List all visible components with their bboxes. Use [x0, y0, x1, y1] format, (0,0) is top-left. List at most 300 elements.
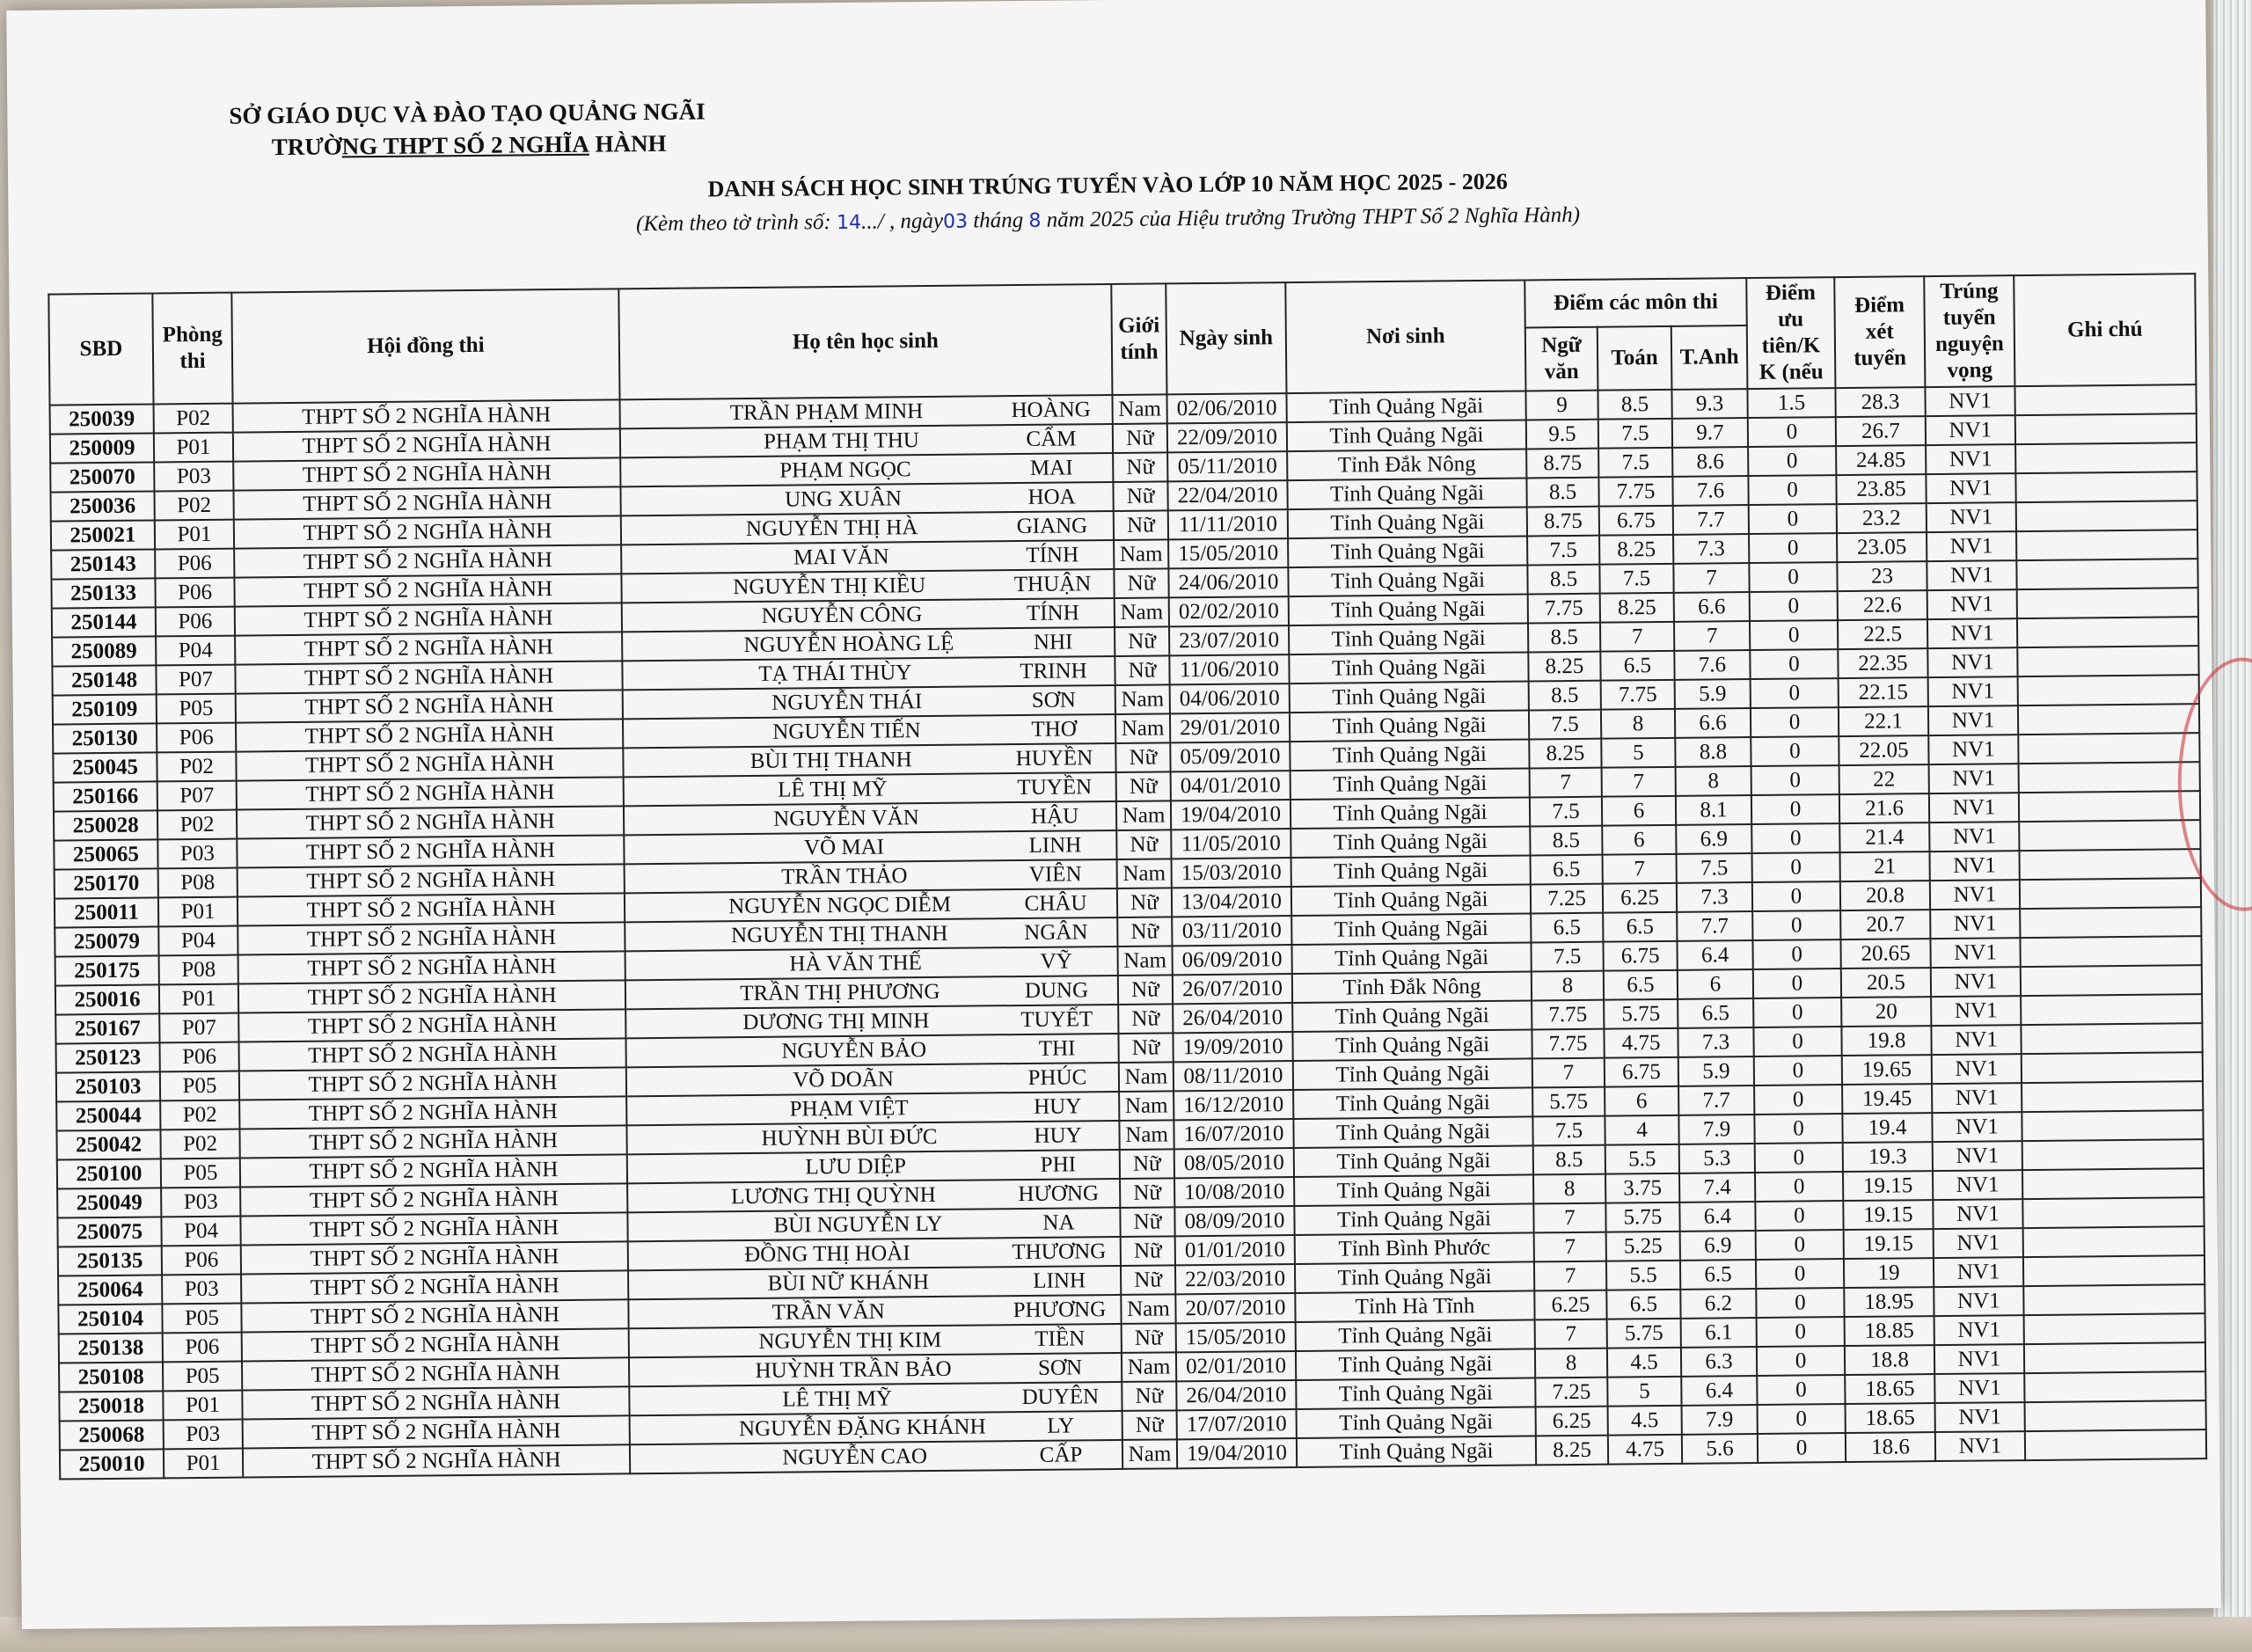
student-last-middle-name: ĐỒNG THỊ HOÀI [744, 1241, 910, 1268]
cell-sbd: 250148 [52, 665, 156, 695]
cell-literature: 8.25 [1529, 739, 1601, 769]
cell-english: 7.7 [1673, 505, 1749, 535]
cell-note [2023, 1226, 2204, 1257]
cell-room: P03 [154, 462, 233, 492]
cell-note [2018, 704, 2199, 735]
cell-total: 22 [1839, 764, 1929, 794]
cell-bonus: 0 [1749, 562, 1837, 592]
cell-student-name [628, 1295, 1121, 1328]
cell-total: 22.35 [1838, 648, 1927, 678]
student-first-name: HƯƠNG [1018, 1181, 1100, 1207]
student-last-middle-name: NGUYỄN VĂN [773, 806, 919, 831]
col-note: Ghi chú [2014, 274, 2196, 386]
cell-council: THPT SỐ 2 NGHĨA HÀNH [242, 1357, 629, 1390]
cell-student-name [621, 569, 1114, 603]
cell-council: THPT SỐ 2 NGHĨA HÀNH [235, 661, 622, 693]
cell-note [2022, 1110, 2203, 1141]
student-last-middle-name: BÙI THỊ THANH [749, 748, 912, 773]
cell-birthplace: Tỉnh Đắk Nông [1287, 449, 1526, 480]
cell-room: P06 [157, 723, 236, 753]
cell-gender: Nam [1122, 1439, 1177, 1469]
cell-gender: Nữ [1122, 1323, 1176, 1353]
cell-room: P08 [159, 955, 238, 985]
col-math: Toán [1598, 326, 1672, 391]
cell-dob: 26/07/2010 [1173, 974, 1292, 1004]
cell-council: THPT SỐ 2 NGHĨA HÀNH [237, 777, 624, 809]
cell-dob: 17/07/2010 [1177, 1409, 1297, 1439]
student-first-name: SƠN [1037, 1356, 1083, 1380]
cell-note [2022, 1197, 2204, 1228]
cell-math: 5.5 [1606, 1261, 1680, 1290]
cell-birthplace: Tỉnh Quảng Ngãi [1294, 1174, 1533, 1206]
cell-dob: 29/01/2010 [1170, 713, 1290, 742]
cell-council: THPT SỐ 2 NGHĨA HÀNH [241, 1270, 628, 1303]
student-first-name: LY [1047, 1414, 1075, 1438]
cell-sbd: 250138 [59, 1333, 163, 1363]
cell-room: P02 [154, 491, 233, 521]
cell-council: THPT SỐ 2 NGHĨA HÀNH [236, 690, 623, 722]
student-last-middle-name: LƯU DIỆP [805, 1154, 907, 1180]
cell-gender: Nam [1117, 946, 1172, 976]
cell-math: 6.75 [1603, 941, 1677, 971]
cell-room: P02 [160, 1129, 239, 1159]
cell-sbd: 250103 [56, 1071, 160, 1101]
cell-council: THPT SỐ 2 NGHĨA HÀNH [240, 1154, 627, 1187]
cell-sbd: 250009 [50, 433, 154, 463]
cell-student-name [625, 917, 1117, 951]
admission-list-table [48, 273, 2207, 1480]
cell-total: 19.65 [1842, 1055, 1932, 1085]
cell-student-name [622, 627, 1115, 661]
cell-sbd: 250123 [56, 1042, 160, 1072]
cell-gender: Nam [1115, 597, 1169, 627]
cell-gender: Nữ [1122, 1410, 1177, 1440]
cell-total: 23.85 [1836, 474, 1926, 504]
cell-english: 7.5 [1677, 853, 1752, 883]
cell-total: 23.05 [1837, 532, 1927, 562]
cell-council: THPT SỐ 2 NGHĨA HÀNH [240, 1212, 627, 1245]
cell-math: 8 [1601, 709, 1675, 739]
cell-literature: 7 [1532, 1058, 1605, 1088]
cell-student-name [620, 453, 1113, 486]
table-header [48, 274, 2196, 405]
cell-dob: 26/04/2010 [1176, 1380, 1296, 1410]
student-last-middle-name: BÙI NGUYỄN LY [773, 1211, 943, 1238]
cell-birthplace: Tỉnh Quảng Ngãi [1296, 1349, 1535, 1380]
cell-room: P02 [160, 1100, 239, 1130]
cell-total: 18.6 [1846, 1432, 1935, 1462]
handwritten-month: 8 [1028, 209, 1042, 232]
cell-council: THPT SỐ 2 NGHĨA HÀNH [238, 951, 625, 983]
cell-council: THPT SỐ 2 NGHĨA HÀNH [238, 893, 625, 925]
cell-dob: 02/06/2010 [1166, 393, 1286, 423]
cell-english: 5.6 [1682, 1434, 1758, 1464]
student-first-name: TÍNH [1026, 543, 1079, 567]
cell-bonus: 0 [1754, 1114, 1842, 1144]
cell-sbd: 250175 [55, 955, 159, 985]
table-body [50, 384, 2207, 1479]
cell-preference: NV1 [1927, 647, 2017, 677]
cell-math: 5 [1601, 738, 1675, 768]
cell-room: P05 [162, 1304, 241, 1334]
cell-birthplace: Tỉnh Quảng Ngãi [1291, 855, 1531, 887]
student-first-name: TUYỀN [1017, 775, 1093, 800]
cell-room: P01 [158, 897, 238, 927]
cell-birthplace: Tỉnh Đắk Nông [1292, 971, 1532, 1003]
student-last-middle-name: NGUYỄN THÁI [771, 690, 923, 715]
col-birthplace: Nơi sinh [1285, 280, 1525, 393]
cell-bonus: 0 [1750, 649, 1838, 679]
cell-literature: 7 [1534, 1232, 1606, 1262]
student-first-name: THƠ [1031, 717, 1077, 742]
cell-council: THPT SỐ 2 NGHĨA HÀNH [241, 1299, 628, 1332]
cell-math: 5.75 [1605, 1202, 1679, 1232]
cell-preference: NV1 [1934, 1228, 2023, 1258]
cell-student-name [627, 1208, 1120, 1241]
cell-gender: Nam [1119, 1120, 1174, 1150]
cell-literature: 8.75 [1527, 507, 1599, 537]
cell-birthplace: Tỉnh Quảng Ngãi [1296, 1378, 1535, 1409]
cell-math: 8.25 [1599, 535, 1673, 565]
cell-note [2024, 1371, 2205, 1402]
cell-total: 19.3 [1843, 1142, 1933, 1172]
student-first-name: CHÂU [1024, 891, 1087, 916]
cell-math: 7 [1602, 767, 1676, 797]
cell-preference: NV1 [1934, 1344, 2024, 1374]
cell-dob: 01/01/2010 [1175, 1235, 1295, 1265]
cell-student-name [625, 1034, 1118, 1067]
cell-english: 6.9 [1676, 824, 1751, 854]
cell-student-name [627, 1150, 1120, 1183]
cell-room: P01 [154, 433, 233, 463]
cell-birthplace: Tỉnh Quảng Ngãi [1286, 391, 1525, 422]
student-first-name: MAI [1029, 456, 1073, 480]
cell-sbd: 250108 [59, 1362, 163, 1392]
student-first-name: SƠN [1031, 688, 1076, 713]
cell-gender: Nữ [1120, 1207, 1174, 1237]
cell-english: 6 [1678, 969, 1753, 999]
cell-bonus: 0 [1750, 620, 1838, 650]
cell-student-name [627, 1179, 1120, 1212]
cell-note [2018, 733, 2199, 764]
cell-literature: 8.5 [1527, 565, 1599, 595]
student-last-middle-name: NGUYỄN NGỌC DIỄM [728, 892, 952, 919]
org-department: SỞ GIÁO DỤC VÀ ĐÀO TẠO QUẢNG NGÃI [229, 98, 706, 129]
cell-room: P03 [157, 839, 237, 869]
cell-council: THPT SỐ 2 NGHĨA HÀNH [235, 632, 622, 664]
handwritten-number: 14 [836, 211, 862, 234]
cell-birthplace: Tỉnh Quảng Ngãi [1288, 507, 1527, 538]
cell-student-name [630, 1440, 1122, 1473]
cell-room: P07 [157, 781, 237, 811]
cell-student-name [624, 801, 1116, 835]
cell-preference: NV1 [1932, 1112, 2022, 1142]
cell-birthplace: Tỉnh Quảng Ngãi [1288, 536, 1527, 567]
cell-bonus: 0 [1756, 1230, 1844, 1260]
cell-math: 4.75 [1604, 1028, 1678, 1058]
cell-sbd: 250089 [52, 636, 156, 666]
cell-dob: 19/04/2010 [1177, 1438, 1297, 1468]
cell-sbd: 250079 [55, 926, 158, 956]
cell-preference: NV1 [1933, 1199, 2022, 1229]
cell-birthplace: Tỉnh Quảng Ngãi [1289, 623, 1528, 654]
cell-gender: Nam [1112, 394, 1166, 424]
cell-total: 24.85 [1836, 445, 1926, 475]
cell-math: 6.5 [1604, 970, 1678, 1000]
cell-gender: Nữ [1116, 771, 1171, 801]
cell-council: THPT SỐ 2 NGHĨA HÀNH [233, 486, 620, 519]
cell-gender: Nữ [1113, 423, 1167, 453]
cell-gender: Nam [1119, 1091, 1174, 1121]
cell-note [2021, 994, 2202, 1025]
cell-birthplace: Tỉnh Quảng Ngãi [1289, 652, 1528, 683]
cell-student-name [626, 1063, 1119, 1096]
cell-preference: NV1 [1931, 1025, 2021, 1055]
cell-bonus: 0 [1754, 1056, 1842, 1085]
cell-sbd: 250166 [54, 781, 157, 811]
cell-room: P02 [154, 404, 233, 434]
cell-student-name [623, 743, 1115, 777]
cell-room: P07 [159, 1013, 238, 1043]
cell-english: 7.9 [1678, 1115, 1754, 1144]
cell-note [2016, 559, 2197, 589]
cell-sbd: 250064 [58, 1275, 162, 1305]
cell-gender: Nữ [1115, 626, 1169, 656]
cell-math: 5 [1607, 1377, 1681, 1407]
cell-student-name [626, 1121, 1119, 1154]
cell-note [2017, 646, 2198, 676]
student-first-name: CẨM [1026, 427, 1077, 451]
student-last-middle-name: PHẠM VIỆT [789, 1096, 909, 1122]
student-first-name: GIANG [1016, 514, 1088, 539]
cell-english: 5.9 [1678, 1056, 1754, 1086]
cell-note [2025, 1400, 2206, 1431]
cell-council: THPT SỐ 2 NGHĨA HÀNH [237, 835, 624, 867]
cell-gender: Nam [1119, 1062, 1174, 1092]
cell-gender: Nữ [1114, 510, 1168, 540]
cell-english: 6.5 [1678, 998, 1753, 1028]
student-first-name: PHÚC [1027, 1065, 1087, 1090]
cell-birthplace: Tỉnh Quảng Ngãi [1291, 826, 1530, 858]
student-first-name: VIÊN [1028, 862, 1082, 887]
cell-dob: 11/05/2010 [1171, 829, 1291, 859]
cell-gender: Nữ [1120, 1149, 1174, 1179]
cell-literature: 8 [1535, 1349, 1607, 1378]
cell-room: P04 [161, 1217, 240, 1246]
cell-birthplace: Tỉnh Quảng Ngãi [1291, 797, 1530, 829]
cell-math: 5.75 [1607, 1319, 1681, 1349]
cell-council: THPT SỐ 2 NGHĨA HÀNH [238, 1038, 625, 1071]
cell-english: 7.9 [1682, 1405, 1758, 1435]
cell-dob: 16/07/2010 [1174, 1119, 1293, 1149]
student-last-middle-name: PHẠM NGỌC [779, 457, 911, 483]
cell-gender: Nữ [1115, 742, 1170, 772]
cell-birthplace: Tỉnh Quảng Ngãi [1294, 1203, 1533, 1235]
cell-note [2014, 384, 2196, 415]
cell-total: 20.8 [1840, 881, 1930, 910]
cell-math: 4.75 [1608, 1435, 1682, 1465]
cell-total: 21.4 [1839, 822, 1929, 852]
cell-literature: 9.5 [1526, 420, 1598, 450]
cell-gender: Nữ [1114, 568, 1168, 598]
cell-literature: 7 [1533, 1203, 1605, 1233]
cell-council: THPT SỐ 2 NGHĨA HÀNH [236, 719, 623, 751]
cell-note [2020, 878, 2201, 909]
cell-council: THPT SỐ 2 NGHĨA HÀNH [237, 806, 624, 838]
student-last-middle-name: VÕ DOÃN [793, 1067, 895, 1093]
cell-math: 7.5 [1599, 564, 1673, 594]
cell-dob: 08/05/2010 [1174, 1148, 1294, 1178]
cell-gender: Nam [1114, 539, 1168, 569]
cell-english: 7.7 [1677, 911, 1752, 941]
cell-sbd: 250011 [55, 897, 158, 927]
student-last-middle-name: TẠ THÁI THÙY [758, 661, 912, 686]
cell-preference: NV1 [1931, 996, 2021, 1026]
student-first-name: NGÂN [1024, 920, 1088, 945]
cell-preference: NV1 [1933, 1141, 2022, 1171]
cell-note [2023, 1284, 2204, 1315]
cell-note [2020, 907, 2201, 938]
cell-literature: 8 [1533, 1174, 1605, 1204]
cell-literature: 7.5 [1529, 710, 1601, 740]
cell-english: 5.3 [1679, 1144, 1755, 1173]
student-first-name: HUYỀN [1015, 746, 1093, 771]
cell-birthplace: Tỉnh Quảng Ngãi [1288, 565, 1527, 596]
student-last-middle-name: NGUYỄN THỊ KIỀU [733, 574, 926, 600]
student-last-middle-name: BÙI NỮ KHÁNH [767, 1270, 930, 1296]
cell-gender: Nữ [1117, 888, 1172, 917]
document-sheet [6, 0, 2221, 1629]
cell-dob: 05/11/2010 [1167, 451, 1287, 481]
cell-math: 5.75 [1604, 999, 1678, 1029]
cell-preference: NV1 [1928, 676, 2018, 706]
cell-math: 7.75 [1601, 680, 1675, 710]
cell-preference: NV1 [1930, 909, 2020, 939]
student-last-middle-name: TRẦN VĂN [771, 1299, 885, 1325]
cell-math: 3.75 [1605, 1173, 1679, 1203]
cell-dob: 08/11/2010 [1174, 1061, 1293, 1091]
student-first-name: THƯƠNG [1012, 1239, 1107, 1265]
cell-bonus: 0 [1748, 417, 1836, 447]
cell-sbd: 250036 [50, 491, 154, 521]
cell-preference: NV1 [1934, 1315, 2024, 1345]
cell-council: THPT SỐ 2 NGHĨA HÀNH [233, 457, 620, 490]
cell-preference: NV1 [1930, 851, 2020, 881]
cell-english: 6.1 [1681, 1318, 1757, 1348]
student-first-name: NA [1042, 1210, 1075, 1235]
student-first-name: THI [1038, 1036, 1076, 1061]
cell-total: 18.65 [1845, 1374, 1934, 1404]
cell-note [2017, 588, 2198, 618]
cell-dob: 20/07/2010 [1175, 1293, 1295, 1323]
cell-math: 6.25 [1603, 883, 1677, 913]
student-first-name: HOÀNG [1011, 398, 1091, 423]
cell-english: 6.4 [1679, 1202, 1755, 1232]
cell-bonus: 0 [1758, 1404, 1846, 1434]
col-room: Phòng thi [152, 293, 232, 405]
cell-birthplace: Tỉnh Quảng Ngãi [1289, 594, 1528, 625]
cell-english: 6.9 [1680, 1231, 1756, 1261]
cell-dob: 04/01/2010 [1171, 771, 1291, 800]
cell-total: 20.65 [1840, 939, 1930, 969]
cell-sbd: 250018 [59, 1391, 163, 1421]
cell-sbd: 250010 [60, 1449, 164, 1479]
cell-sbd: 250143 [51, 549, 155, 579]
cell-english: 7.3 [1678, 1027, 1753, 1057]
cell-student-name [626, 1092, 1119, 1125]
cell-note [2019, 762, 2200, 793]
cell-sbd: 250028 [54, 810, 157, 840]
document-title: DANH SÁCH HỌC SINH TRÚNG TUYỂN VÀO LỚP 10 NĂM HỌC 2025 - 2026 [707, 168, 1508, 202]
cell-room: P06 [155, 549, 234, 579]
cell-english: 9.3 [1671, 389, 1747, 419]
cell-english: 6.6 [1675, 708, 1751, 738]
cell-note [2021, 1023, 2202, 1054]
cell-sbd: 250065 [54, 839, 157, 869]
cell-birthplace: Tỉnh Bình Phước [1295, 1232, 1534, 1264]
cell-literature: 8.75 [1526, 449, 1598, 479]
cell-literature: 7.75 [1528, 594, 1600, 624]
cell-note [2016, 501, 2197, 531]
cell-sbd: 250049 [57, 1188, 161, 1217]
cell-literature: 8.5 [1529, 681, 1601, 711]
cell-dob: 15/05/2010 [1168, 538, 1288, 568]
cell-sbd: 250068 [60, 1420, 164, 1450]
student-last-middle-name: NGUYỄN CAO [782, 1444, 928, 1470]
student-last-middle-name: NGUYỄN ĐẶNG KHÁNH [738, 1414, 986, 1442]
cell-dob: 06/09/2010 [1172, 945, 1291, 975]
cell-sbd: 250104 [58, 1304, 162, 1334]
cell-room: P02 [157, 810, 237, 840]
cell-note [2015, 471, 2197, 502]
cell-birthplace: Tỉnh Quảng Ngãi [1292, 1000, 1532, 1032]
cell-english: 7 [1674, 621, 1750, 651]
student-first-name: HOA [1027, 485, 1076, 509]
cell-student-name [620, 482, 1113, 515]
cell-bonus: 0 [1753, 998, 1841, 1027]
cell-literature: 7 [1530, 768, 1602, 798]
cell-room: P01 [164, 1449, 243, 1479]
cell-student-name [628, 1266, 1121, 1299]
cell-gender: Nữ [1121, 1236, 1175, 1266]
cell-room: P05 [163, 1362, 242, 1392]
cell-math: 6 [1605, 1086, 1678, 1116]
cell-council: THPT SỐ 2 NGHĨA HÀNH [240, 1183, 627, 1216]
student-last-middle-name: UNG XUÂN [785, 486, 902, 512]
cell-student-name [621, 540, 1114, 574]
cell-sbd: 250135 [58, 1246, 162, 1276]
cell-room: P05 [157, 694, 236, 724]
cell-literature: 6.5 [1531, 855, 1603, 885]
cell-note [2025, 1429, 2206, 1460]
cell-dob: 19/04/2010 [1171, 800, 1291, 830]
cell-birthplace: Tỉnh Quảng Ngãi [1297, 1407, 1536, 1438]
cell-english: 7.7 [1678, 1085, 1754, 1115]
student-first-name: PHƯƠNG [1013, 1297, 1107, 1323]
cell-math: 6.75 [1605, 1057, 1678, 1087]
cell-student-name [623, 685, 1115, 719]
cell-student-name [625, 888, 1117, 922]
cell-literature: 8.25 [1536, 1436, 1608, 1466]
student-last-middle-name: VÕ MAI [803, 835, 885, 860]
cell-total: 22.5 [1838, 619, 1927, 649]
student-first-name: NHI [1033, 630, 1073, 654]
cell-note [2022, 1081, 2203, 1112]
student-last-middle-name: NGUYỄN THỊ HÀ [745, 515, 918, 541]
cell-math: 7 [1600, 622, 1674, 652]
cell-english: 7.6 [1674, 650, 1750, 680]
cell-literature: 8.5 [1530, 826, 1602, 856]
